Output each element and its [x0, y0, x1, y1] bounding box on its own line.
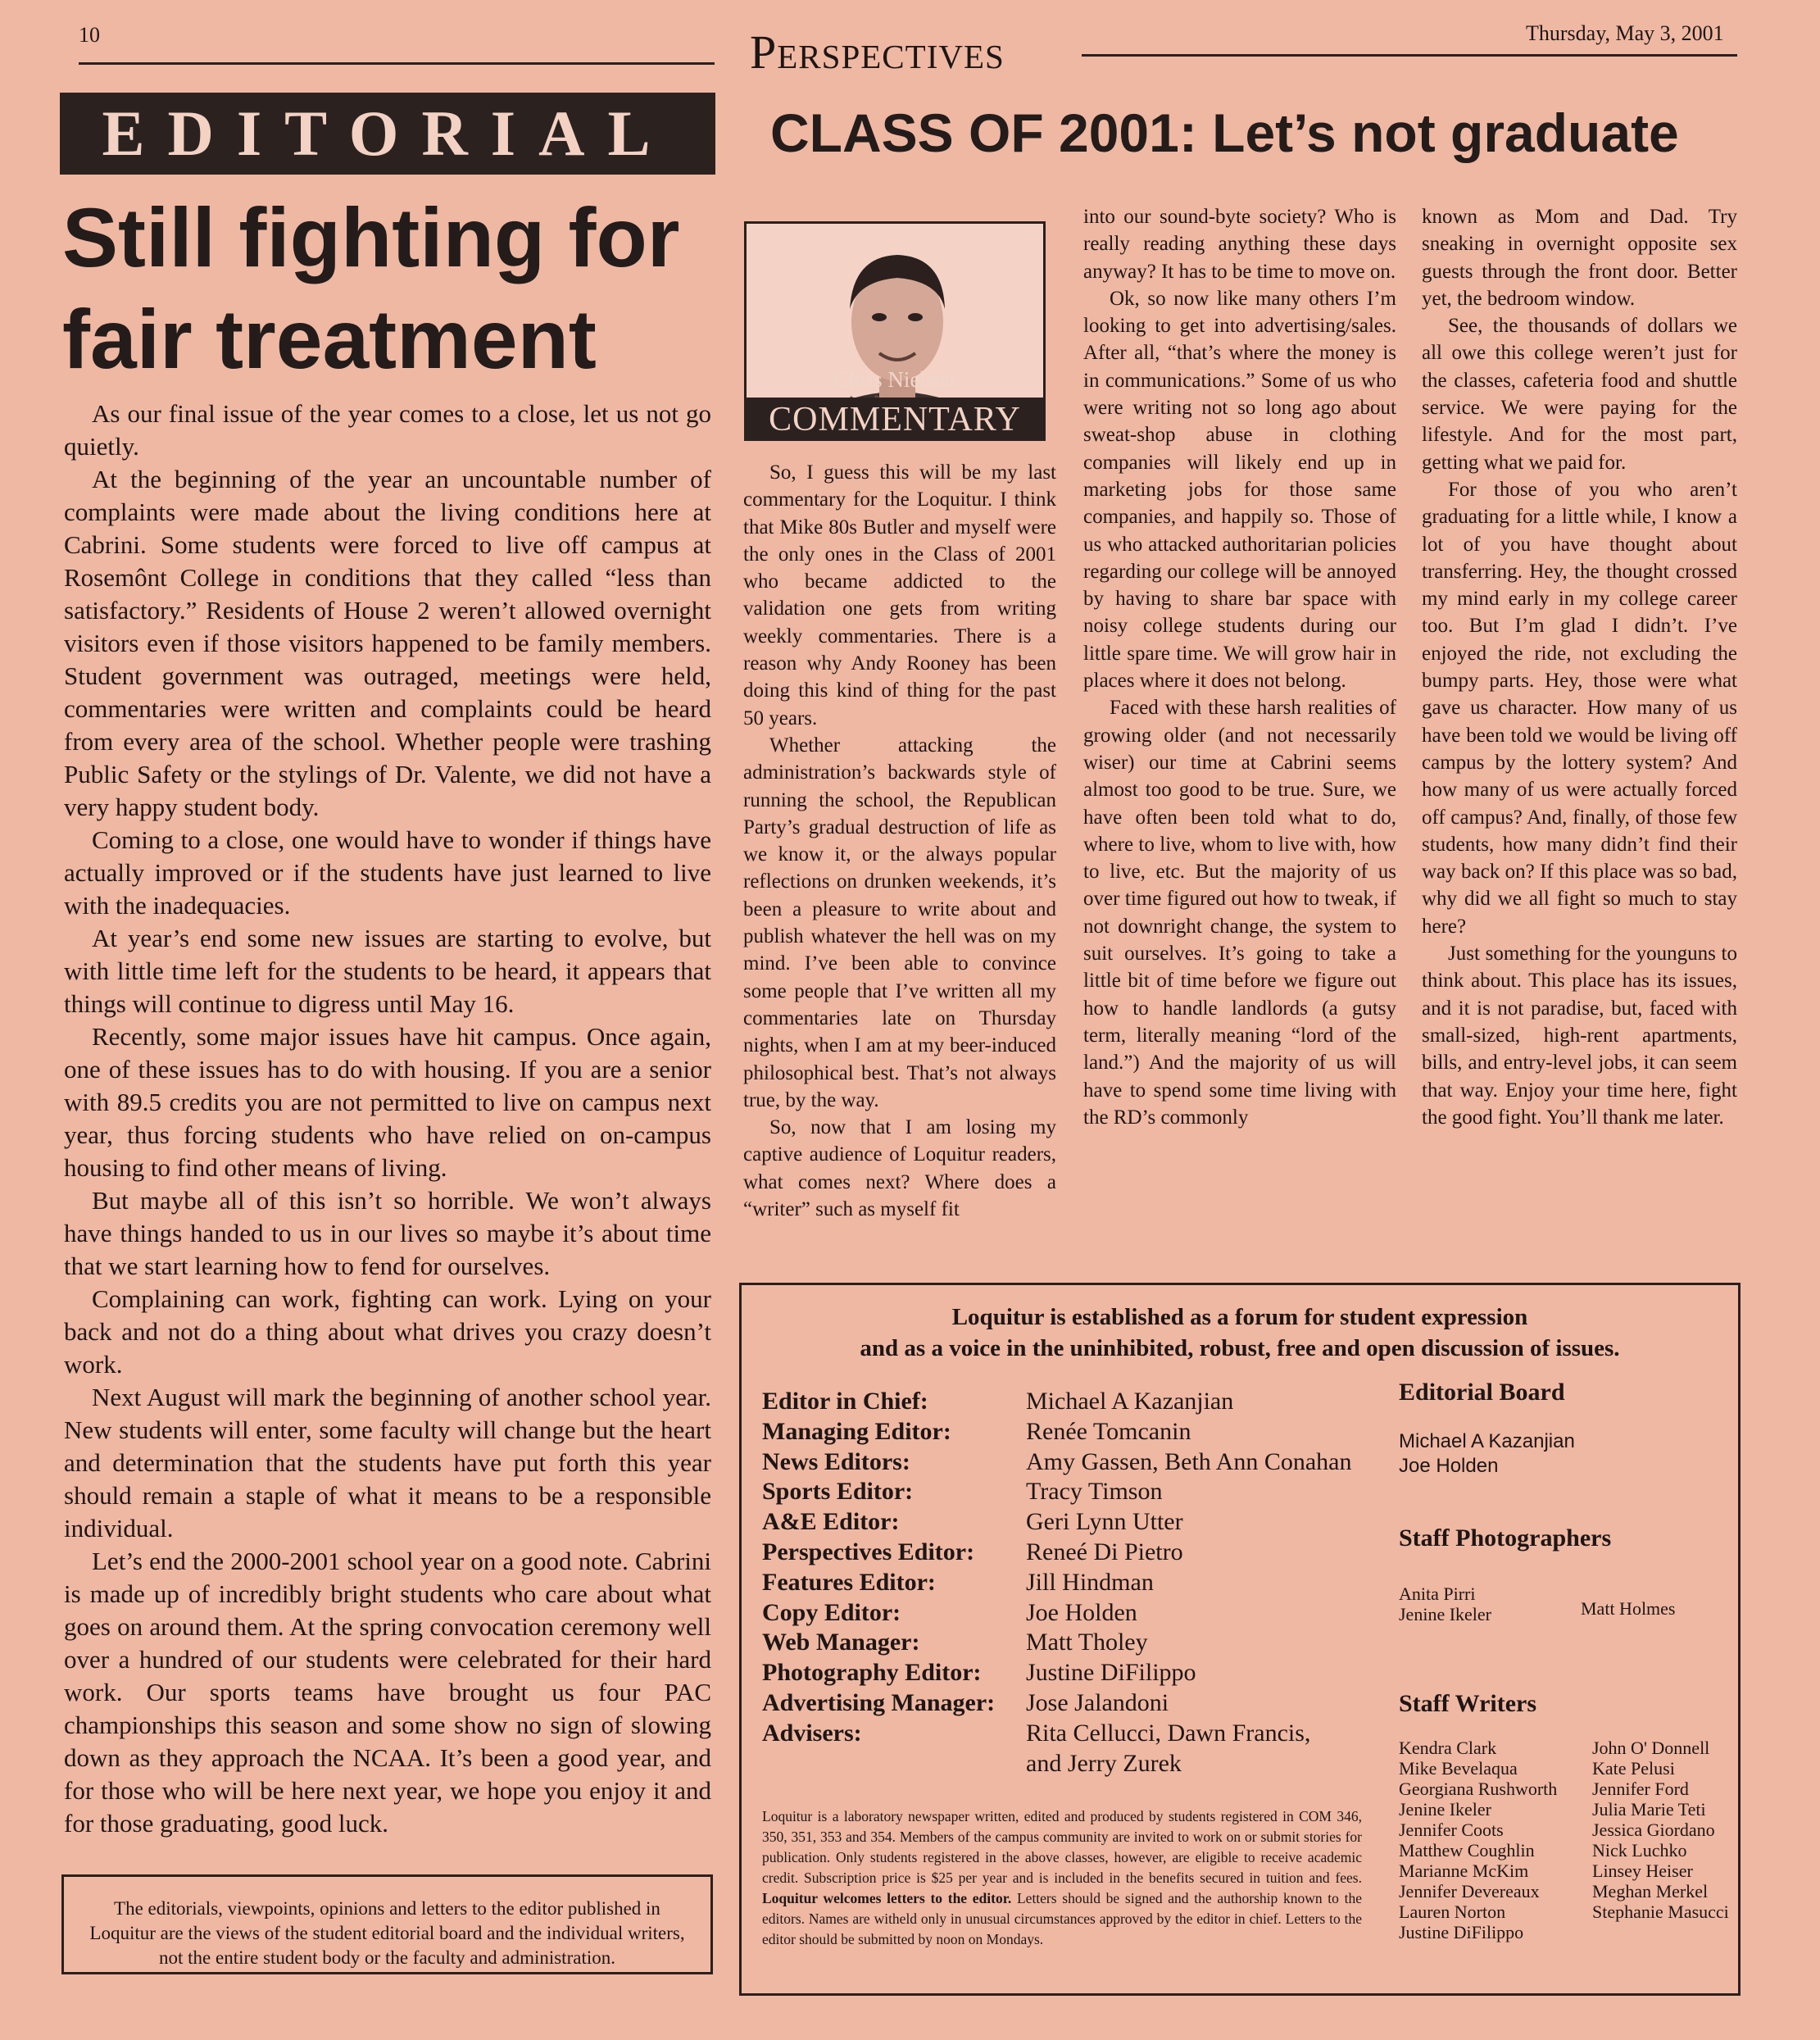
writer: Lauren Norton [1399, 1901, 1506, 1922]
writer: Marianne McKim [1399, 1861, 1529, 1881]
commentary-paragraph: into our sound-byte society? Who is really reading anything these days anyway? It has to be time to move on. [1083, 206, 1396, 283]
staff-list [762, 1387, 1418, 1779]
writer: Stephanie Masucci [1592, 1901, 1729, 1922]
staff-role: Copy Editor: [762, 1598, 901, 1626]
editorial-board-heading: Editorial Board [1399, 1379, 1565, 1406]
editorial-paragraph: At year’s end some new issues are starting to evolve, but with little time left for the students to be heard, it appears that things will continue to digress until May 16. [64, 924, 711, 1018]
fine-print-text: Loquitur is a laboratory newspaper written, edited and produced by students registered in COM 346, 350, 351, 353 and 354. Members of the campus community are invited to work on or submit stories for publication. Only students registered in the above classes, however, are eligible to receive academic credit. Subscription price is $25 per year and is included in the benefits secured in tuition and fees. [762, 1808, 1362, 1886]
staff-row [762, 1477, 1418, 1507]
commentary-paragraph: Whether attacking the administration’s backwards style of running the school, the Republican Party’s gradual destruction of life as we know it, or the always popular reflections on drunken weekends, it’s been a pleasure to write about and publish whatever the hell was on my mind. I’ve been able to convince some people that I’ve written all my commentaries late on Thursday nights, when I am at my beer-induced philosophical best. That’s not always true, by the way. [743, 734, 1056, 1111]
photographer: Jenine Ikeler [1399, 1604, 1491, 1624]
commentary-paragraph: known as Mom and Dad. Try sneaking in overnight opposite sex guests through the front door. Better yet, the bedroom window. [1422, 206, 1737, 310]
header-rule-left [79, 62, 715, 65]
masthead-mission [739, 1302, 1741, 1364]
commentary-column-2 [1083, 203, 1396, 1131]
staff-name: Joe Holden [1026, 1598, 1137, 1626]
staff-role: News Editors: [762, 1447, 910, 1475]
masthead-fine-print [762, 1806, 1362, 1950]
commentary-paragraph: Just something for the younguns to think about. This place has its issues, and it is not paradise, but, faced with small-sized, high-rent apartments, bills, and entry-level jobs, it can seem that way. Enjoy your time here, fight the good fight. You’ll thank me later. [1422, 943, 1737, 1129]
commentary-paragraph: So, now that I am losing my captive audience of Loquitur readers, what comes next? Where does a “writer” such as myself fit [743, 1116, 1056, 1221]
staff-name: Matt Tholey [1026, 1629, 1148, 1656]
staff-row [762, 1688, 1418, 1719]
staff-name: Renée Tomcanin [1026, 1417, 1191, 1445]
writer: Linsey Heiser [1592, 1861, 1693, 1881]
staff-row [762, 1538, 1418, 1568]
header-rule-right [1082, 54, 1737, 57]
staff-row [762, 1568, 1418, 1598]
section-name: Perspectives [750, 25, 1005, 79]
writer: Mike Bevelaqua [1399, 1758, 1518, 1779]
editorial-paragraph: Let’s end the 2000-2001 school year on a good note. Cabrini is made up of incredibly bright students who care about what goes on around them. At the spring convocation ceremony well over a hundred of our students were celebrated for their hard work. Our sports teams have brought us four PAC championships this season and some show no sign of slowing down as they approach the NCAA. It’s been a good year, and for those who will be here next year, we hope you enjoy it and for those graduating, good luck. [64, 1547, 711, 1838]
author-name: Chris Nielsen [834, 367, 955, 392]
photographers-heading: Staff Photographers [1399, 1524, 1612, 1552]
staff-role: Advertising Manager: [762, 1688, 996, 1716]
writers-column-a [1399, 1738, 1557, 1942]
issue-date: Thursday, May 3, 2001 [1526, 21, 1724, 45]
commentary-tag: COMMENTARY [744, 398, 1046, 441]
writer: Nick Luchko [1592, 1840, 1687, 1861]
editorial-board-names [1399, 1429, 1575, 1479]
staff-name: Geri Lynn Utter [1026, 1508, 1183, 1536]
writer: Georgiana Rushworth [1399, 1779, 1558, 1799]
editorial-banner: EDITORIAL [60, 93, 715, 175]
editorial-disclaimer: The editorials, viewpoints, opinions and letters to the editor published in Loquitur are the views of the student editorial board and the individual writers, not the entire student body or the faculty and administration. [61, 1874, 713, 1974]
editorial-paragraph: Complaining can work, fighting can work. Lying on your back and not do a thing about what drives you crazy doesn’t work. [64, 1284, 711, 1379]
commentary-column-1 [743, 459, 1056, 1223]
mission-line: Loquitur is established as a forum for student expression [951, 1304, 1528, 1330]
board-member: Michael A Kazanjian [1399, 1430, 1575, 1452]
editorial-paragraph: But maybe all of this isn’t so horrible. We won’t always have things handed to us in our lives so maybe it’s about time that we start learning how to fend for ourselves. [64, 1186, 711, 1280]
staff-role: Managing Editor: [762, 1417, 951, 1445]
staff-role: Web Manager: [762, 1629, 920, 1656]
writer: Kendra Clark [1399, 1738, 1497, 1758]
commentary-paragraph: Faced with these harsh realities of growing older (and not necessarily wiser) our time at Cabrini seems almost too good to be true. Sure, we have often been told what to do, where to live, whom to live with, how to live, etc. But the majority of us over time figured out how to tweak, if not downright change, the system to suit ourselves. It’s going to take a little bit of time before we figure out how to handle landlords (a gutsy term, literally meaning “lord of the land.”) And the majority of us will have to spend some time living with the RD’s commonly [1083, 697, 1396, 1129]
writer: Matthew Coughlin [1399, 1840, 1535, 1861]
writer: Meghan Merkel [1592, 1881, 1709, 1901]
editorial-paragraph: As our final issue of the year comes to a close, let us not go quietly. [64, 399, 711, 461]
staff-row [762, 1598, 1418, 1629]
staff-role: Editor in Chief: [762, 1388, 928, 1415]
staff-name: Michael A Kazanjian [1026, 1388, 1234, 1415]
commentary-paragraph: See, the thousands of dollars we all owe this college weren’t just for the classes, cafeteria food and shuttle service. We were paying for the lifestyle. And for the most part, getting what we paid for. [1422, 315, 1737, 474]
writer: Jennifer Devereaux [1399, 1881, 1540, 1901]
commentary-paragraph: For those of you who aren’t graduating for a little while, I know a lot of you have thought about transferring. Hey, the thought crossed my mind early in my college career too. But I’m glad I didn’t. I’ve enjoyed the ride, not excluding the bumpy parts. Hey, those were what gave us character. How many of us have been told we would be living off campus by the lottery system? And how many of us were actually forced off campus? And, finally, of those few students, how many didn’t find their way back on? If this place was so bad, why did we all fight so much to stay here? [1422, 478, 1737, 938]
staff-row [762, 1447, 1418, 1478]
staff-row [762, 1387, 1418, 1417]
letters-heading: Loquitur welcomes letters to the editor. [762, 1890, 1012, 1906]
editorial-paragraph: Next August will mark the beginning of another school year. New students will enter, some faculty will change but the heart and determination that the students have put forth this year should remain a staple of what it means to be a responsible individual. [64, 1383, 711, 1542]
writers-heading: Staff Writers [1399, 1690, 1537, 1717]
staff-row [762, 1719, 1418, 1779]
writer: Jennifer Ford [1592, 1779, 1689, 1799]
writer: Jenine Ikeler [1399, 1799, 1491, 1820]
staff-role: Features Editor: [762, 1568, 936, 1596]
writer: Julia Marie Teti [1592, 1799, 1706, 1820]
photographers-names [1399, 1583, 1491, 1624]
staff-role: Advisers: [762, 1719, 862, 1747]
staff-row [762, 1628, 1418, 1658]
staff-role: Sports Editor: [762, 1478, 914, 1506]
page-number: 10 [79, 23, 100, 47]
staff-row [762, 1658, 1418, 1688]
commentary-headline: CLASS OF 2001: Let’s not graduate [770, 102, 1679, 163]
staff-name: Jose Jalandoni [1026, 1688, 1169, 1716]
writer: Jessica Giordano [1592, 1820, 1715, 1840]
photographer: Matt Holmes [1581, 1598, 1676, 1619]
commentary-column-3 [1422, 203, 1737, 1131]
commentary-paragraph: Ok, so now like many others I’m looking to get into advertising/sales. After all, “that’s where the money is in communications.” Some of us who were writing not so long ago about sweat-shop abuse in clothing companies will likely end up in marketing jobs for those same companies, and happily so. Those of us who attacked authoritarian policies regarding our college will be annoyed by having to share bar space with noisy college students during our little spare time. We will grow hair in places where it does not belong. [1083, 287, 1396, 693]
writers-column-b [1592, 1738, 1729, 1922]
staff-name: Jill Hindman [1026, 1568, 1154, 1596]
letters-text: Letters should be signed and the authorship known to the editors. Names are witheld only in unusual circumstances approved by the editor in chief. Letters to the editor should be submitted by noon on Mondays. [762, 1890, 1362, 1947]
editorial-paragraph: At the beginning of the year an uncountable number of complaints were made about the living conditions here at Cabrini. Some students were forced to live off campus at Rosemônt College in conditions that they called “less than satisfactory.” Residents of House 2 weren’t allowed overnight visitors even if those visitors happened to be family members. Student government was outraged, meetings were held, commentaries were written and complaints could be heard from every area of the school. Whether people were trashing Public Safety or the stylings of Dr. Valente, we did not have a very happy student body. [64, 465, 711, 821]
staff-name: Tracy Timson [1026, 1478, 1163, 1506]
staff-role: A&E Editor: [762, 1508, 900, 1536]
staff-name: Amy Gassen, Beth Ann Conahan [1026, 1447, 1352, 1475]
staff-name: Reneé Di Pietro [1026, 1538, 1183, 1565]
staff-role: Photography Editor: [762, 1659, 982, 1687]
board-member: Joe Holden [1399, 1455, 1499, 1477]
writer: John O' Donnell [1592, 1738, 1710, 1758]
staff-name: Justine DiFilippo [1026, 1659, 1196, 1687]
photographer: Anita Pirri [1399, 1583, 1476, 1604]
editorial-headline: Still fighting for fair treatment [62, 191, 680, 386]
mission-line: and as a voice in the uninhibited, robust, free and open discussion of issues. [860, 1335, 1620, 1361]
staff-row [762, 1417, 1418, 1447]
staff-role: Perspectives Editor: [762, 1538, 975, 1565]
editorial-paragraph: Coming to a close, one would have to wonder if things have actually improved or if the students have just learned to live with the inadequacies. [64, 825, 711, 920]
writer: Kate Pelusi [1592, 1758, 1675, 1779]
editorial-paragraph: Recently, some major issues have hit campus. Once again, one of these issues has to do with housing. If you are a senior with 89.5 credits you are not permitted to live on campus next year, thus forcing students who have relied on on-campus housing to find other means of living. [64, 1022, 711, 1182]
staff-name: Rita Cellucci, Dawn Francis, and Jerry Zurek [1026, 1719, 1311, 1777]
staff-row [762, 1507, 1418, 1538]
writer: Jennifer Coots [1399, 1820, 1504, 1840]
commentary-paragraph: So, I guess this will be my last commentary for the Loquitur. I think that Mike 80s Butler and myself were the only ones in the Class of 2001 who became addicted to the validation one gets from writing weekly commentaries. There is a reason why Andy Rooney has been doing this kind of thing for the past 50 years. [743, 461, 1056, 729]
writer: Justine DiFilippo [1399, 1922, 1524, 1942]
editorial-body [64, 398, 711, 1840]
